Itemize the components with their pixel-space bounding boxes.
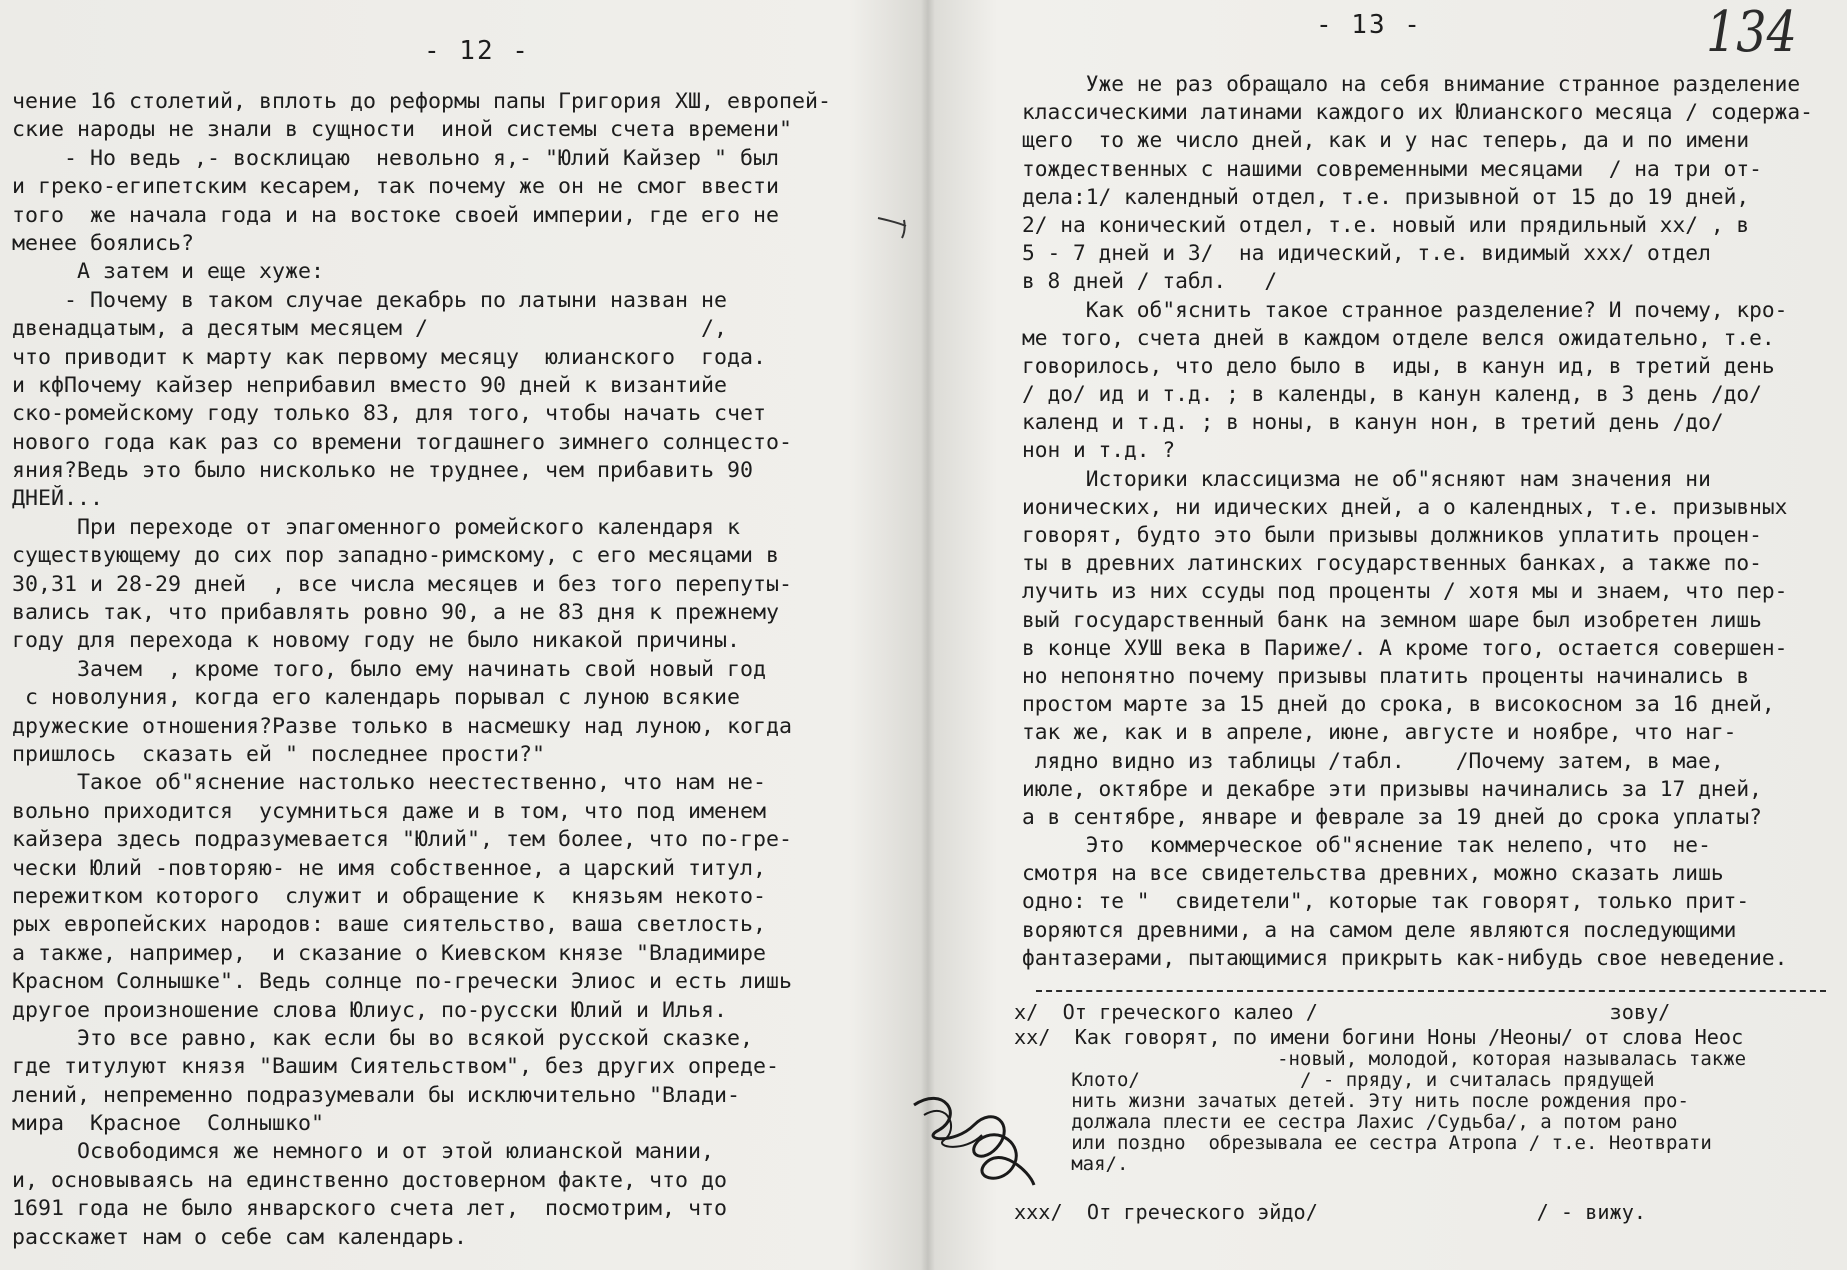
text-line: нового года как раз со времени тогдашнего зимнего солнцесто-	[12, 429, 793, 455]
text-line: ские народы не знали в сущности иной системы счета времени"	[12, 117, 793, 143]
text-line: тождественных с нашими современными месяцами / на три от-	[1022, 155, 1762, 181]
text-line: и, основываясь на единственно достоверном факте, что до	[12, 1167, 728, 1193]
text-line: в конце ХУШ века в Париже/. А кроме того, остается совершен-	[1022, 634, 1788, 660]
text-line: воряются древними, а на самом деле являются последующими	[1022, 916, 1737, 942]
text-line: пережитком которого служит и обращение к князьям некото-	[12, 883, 767, 909]
left-page-number: - 12 -	[424, 36, 530, 66]
text-line: Такое об"яснение настолько неестественно, что нам не-	[12, 770, 767, 796]
text-line: ионических, ни идических дней, а о календных, т.е. призывных	[1022, 493, 1788, 519]
text-line: А затем и еще хуже:	[12, 259, 325, 285]
footnote-line: x/ От греческого калео / зову/	[1014, 1000, 1671, 1024]
text-line: Красном Солнышке". Ведь солнце по-гречески Элиос и есть лишь	[12, 969, 793, 995]
text-line: 5 - 7 дней и 3/ на идический, т.е. видимый ххх/ отдел	[1022, 240, 1711, 266]
text-line: двенадцатым, а десятым месяцем / /,	[12, 316, 728, 342]
text-line: 30,31 и 28-29 дней , все числа месяцев и без того перепуты-	[12, 571, 793, 597]
text-line: вый государственный банк на земном шаре был изобретен лишь	[1022, 606, 1762, 632]
text-line: июле, октябре и декабре эти призывы начинались за 17 дней,	[1022, 775, 1762, 801]
text-line: так же, как и в апреле, июне, августе и ноябре, что наг-	[1022, 719, 1737, 745]
left-page-text	[12, 88, 902, 1252]
text-line: кайзера здесь подразумевается "Юлий", тем более, что по-гре-	[12, 827, 793, 853]
text-line: лучить из них ссуды под проценты / хотя мы и знаем, что пер-	[1022, 578, 1788, 604]
footnote-line: xx/ Как говорят, по имени богини Ноны /Неоны/ от слова Неос	[1014, 1024, 1744, 1049]
text-line: ско-ромейскому году только 83, для того, чтобы начать счет	[12, 401, 767, 427]
text-line: смотря на все свидетельства древних, можно сказать лишь	[1022, 860, 1724, 886]
footnote-line: мая/.	[1014, 1153, 1129, 1176]
book-gutter	[921, 0, 935, 1270]
text-line: дела:1/ календный отдел, т.е. призывной от 15 до 19 дней,	[1022, 183, 1750, 209]
text-line: - Но ведь ,- восклицаю невольно я,- "Юлий Кайзер " был	[12, 145, 780, 171]
text-line: фантазерами, пытающимися прикрыть как-нибудь свое неведение.	[1022, 944, 1788, 970]
footnote-line: должала плести ее сестра Лахис /Судьба/, а потом рано	[1014, 1111, 1678, 1134]
text-line: нон и т.д. ?	[1022, 437, 1176, 463]
text-line: 1691 года не было январского счета лет, посмотрим, что	[12, 1196, 728, 1222]
text-line: чение 16 столетий, вплоть до реформы папы Григория ХШ, европей-	[12, 89, 832, 114]
footnote-divider	[1036, 990, 1826, 992]
text-line: одно: те " свидетели", которые так говорят, только прит-	[1022, 888, 1750, 914]
text-line: простом марте за 15 дней до срока, в високосном за 16 дней,	[1022, 691, 1775, 717]
right-page	[936, 0, 1847, 1270]
text-line: существующему до сих пор западно-римскому, с его месяцами в	[12, 543, 780, 569]
text-line: другое произношение слова Юлиус, по-русски Юлий и Илья.	[12, 997, 728, 1023]
text-line: календ и т.д. ; в ноны, в канун нон, в третий день /до/	[1022, 409, 1724, 435]
footnote-line: или поздно обрезывала ее сестра Атропа / т.е. Неотврати	[1014, 1132, 1712, 1155]
text-line: вольно приходится усумниться даже и в том, что под именем	[12, 798, 767, 824]
text-line: менее боялись?	[12, 230, 195, 256]
right-page-text	[1022, 70, 1842, 972]
text-line: мира Красное Солнышко"	[12, 1111, 325, 1137]
right-page-number: - 13 -	[1316, 10, 1422, 40]
footnote-line: xxx/ От греческого эйдо/ / - вижу.	[1014, 1199, 1647, 1224]
text-line: Историки классицизма не об"ясняют нам значения ни	[1022, 465, 1711, 491]
text-line: Как об"яснить такое странное разделение? И почему, кро-	[1022, 296, 1788, 322]
text-line: что приводит к марту как первому месяцу юлианского года.	[12, 344, 767, 370]
handwritten-scribble-icon	[904, 1085, 1044, 1195]
text-line: Освободимся же немного и от этой юлианской мании,	[12, 1139, 715, 1165]
text-line: лядно видно из таблицы /табл. /Почему затем, в мае,	[1022, 747, 1724, 773]
footnote-line	[1014, 1175, 1844, 1200]
text-line: того же начала года и на востоке своей империи, где его не	[12, 202, 780, 228]
text-line: щего то же число дней, как и у нас теперь, да и по имени	[1022, 127, 1750, 153]
text-line: но непонятно почему призывы платить проценты начинались в	[1022, 662, 1750, 688]
text-line: / до/ ид и т.д. ; в календы, в канун календ, в 3 день /до/	[1022, 381, 1762, 407]
text-line: где титулуют князя "Вашим Сиятельством", без других опреде-	[12, 1054, 780, 1080]
text-line: говорят, будто это были призывы должников уплатить процен-	[1022, 522, 1762, 547]
text-line: вались так, что прибавлять ровно 90, а не 83 дня к прежнему	[12, 600, 780, 626]
text-line: Уже не раз обращало на себя внимание странное разделение	[1022, 71, 1801, 96]
footnotes	[1014, 1000, 1844, 1224]
margin-mark-icon	[876, 212, 926, 240]
footnote-line: нить жизни зачатых детей. Эту нить после рождения про-	[1014, 1090, 1689, 1113]
text-line: рых европейских народов: ваше сиятельство, ваша светлость,	[12, 912, 767, 938]
text-line: расскажет нам о себе сам календарь.	[12, 1224, 468, 1250]
text-line: в 8 дней / табл. /	[1022, 268, 1278, 294]
text-line: а в сентябре, январе и феврале за 19 дней до срока уплаты?	[1022, 803, 1762, 829]
text-line: - Почему в таком случае декабрь по латыни назван не	[12, 287, 728, 313]
text-line: и кфПочему кайзер неприбавил вместо 90 дней к византийе	[12, 372, 728, 398]
text-line: Это коммерческое об"яснение так нелепо, что не-	[1022, 832, 1711, 858]
text-line: чески Юлий -повторяю- не имя собственное, а царский титул,	[12, 855, 767, 881]
text-line: году для перехода к новому году не было никакой причины.	[12, 628, 741, 654]
text-line: и греко-египетским кесарем, так почему же он не смог ввести	[12, 174, 780, 200]
text-line: говорилось, что дело было в иды, в канун ид, в третий день	[1022, 352, 1775, 378]
text-line: классическими латинами каждого их Юлианского месяца / содержа-	[1022, 99, 1813, 125]
text-line: яния?Ведь это было нисколько не труднее, чем прибавить 90	[12, 458, 754, 484]
footnote-line: -новый, молодой, которая называлась также	[1014, 1048, 1747, 1071]
text-line: с новолуния, когда его календарь порывал с луною всякие	[12, 685, 741, 711]
footnote-line: Клото/ / - пряду, и считалась прядущей	[1014, 1069, 1655, 1092]
text-line: а также, например, и сказание о Киевском князе "Владимире	[12, 940, 767, 966]
text-line: Это все равно, как если бы во всякой русской сказке,	[12, 1025, 754, 1051]
text-line: пришлось сказать ей " последнее прости?"	[12, 741, 546, 767]
text-line: ДНЕЙ...	[12, 486, 104, 512]
text-line: При переходе от эпагоменного ромейского календаря к	[12, 514, 741, 540]
handwritten-archive-number: 134	[1706, 0, 1797, 65]
text-line: ме того, счета дней в каждом отделе велся ожидательно, т.е.	[1022, 324, 1775, 350]
text-line: лений, непременно подразумевали бы исключительно "Влади-	[12, 1082, 741, 1108]
text-line: Зачем , кроме того, было ему начинать свой новый год	[12, 656, 767, 682]
left-page	[0, 0, 920, 1270]
text-line: 2/ на конический отдел, т.е. новый или прядильный хх/ , в	[1022, 211, 1750, 237]
text-line: дружеские отношения?Разве только в насмешку над луною, когда	[12, 713, 793, 739]
text-line: ты в древних латинских государственных банках, а также по-	[1022, 550, 1762, 576]
